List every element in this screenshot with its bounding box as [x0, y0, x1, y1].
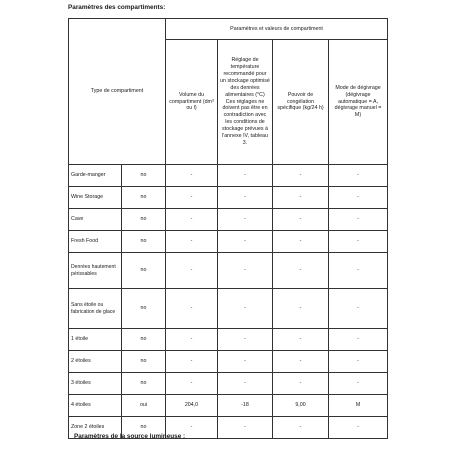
volume-cell: - [166, 373, 218, 395]
table-row [69, 253, 388, 289]
freezing-capacity-cell: - [273, 253, 329, 289]
defrost-mode-cell: - [329, 253, 388, 289]
freezing-capacity-cell: - [273, 165, 329, 187]
freezing-capacity-cell: - [273, 187, 329, 209]
volume-cell: - [166, 209, 218, 231]
defrost-mode-cell: - [329, 329, 388, 351]
temperature-setting-header: Réglage de température recommandé pour un stockage optimisé des denrées alimentaires (°C) Ces réglages ne doivent pas être en contradiction avec les conditions de stockage prévues à l'annexe IV, tableau 3. [218, 40, 273, 165]
temperature-cell: - [218, 417, 273, 439]
compartment-type-cell: Fresh Food [69, 231, 122, 253]
volume-cell: 204,0 [166, 395, 218, 417]
table-row [69, 395, 388, 417]
present-cell: no [122, 231, 166, 253]
freezing-capacity-cell: - [273, 351, 329, 373]
present-cell: no [122, 351, 166, 373]
defrost-mode-cell: - [329, 289, 388, 329]
present-cell: no [122, 289, 166, 329]
volume-cell: - [166, 289, 218, 329]
table-row [69, 373, 388, 395]
compartment-type-cell: 2 étoiles [69, 351, 122, 373]
freezing-capacity-cell: - [273, 289, 329, 329]
volume-cell: - [166, 187, 218, 209]
present-cell: no [122, 373, 166, 395]
volume-cell: - [166, 231, 218, 253]
compartment-type-cell: 3 étoiles [69, 373, 122, 395]
compartment-type-cell: Zone 2 étoiles [69, 417, 122, 439]
volume-cell: - [166, 165, 218, 187]
compartment-type-cell: 4 étoiles [69, 395, 122, 417]
volume-header: Volume du compartiment (dm³ ou l) [166, 40, 218, 165]
temperature-cell: - [218, 187, 273, 209]
temperature-cell: -18 [218, 395, 273, 417]
defrost-mode-cell: - [329, 187, 388, 209]
table-row [69, 231, 388, 253]
table-row [69, 289, 388, 329]
volume-cell: - [166, 329, 218, 351]
defrost-mode-header: Mode de dégivrage (dégivrage automatique = A, dégivrage manuel = M) [329, 40, 388, 165]
defrost-mode-cell: - [329, 373, 388, 395]
parameters-group-header: Paramètres et valeurs de compartiment [166, 19, 388, 40]
present-cell: no [122, 187, 166, 209]
compartment-parameters-table [68, 18, 388, 439]
compartment-type-cell: Garde-manger [69, 165, 122, 187]
temperature-cell: - [218, 253, 273, 289]
temperature-cell: - [218, 329, 273, 351]
freezing-capacity-cell: 9,00 [273, 395, 329, 417]
compartment-type-cell: Wine Storage [69, 187, 122, 209]
freezing-capacity-cell: - [273, 329, 329, 351]
defrost-mode-cell: - [329, 417, 388, 439]
compartment-type-cell: Sans étoile ou fabrication de glace [69, 289, 122, 329]
compartment-type-header: Type de compartiment [69, 19, 166, 165]
table-row [69, 351, 388, 373]
volume-cell: - [166, 253, 218, 289]
temperature-cell: - [218, 231, 273, 253]
temperature-cell: - [218, 165, 273, 187]
present-cell: no [122, 253, 166, 289]
freezing-capacity-cell: - [273, 417, 329, 439]
table-row [69, 329, 388, 351]
light-source-section-title: Paramètres de la source lumineuse : [74, 433, 186, 440]
table-row [69, 165, 388, 187]
freezing-capacity-cell: - [273, 231, 329, 253]
volume-cell: - [166, 351, 218, 373]
temperature-cell: - [218, 373, 273, 395]
defrost-mode-cell: - [329, 351, 388, 373]
defrost-mode-cell: - [329, 231, 388, 253]
temperature-cell: - [218, 351, 273, 373]
freezing-capacity-header: Pouvoir de congélation spécifique (kg/24 h) [273, 40, 329, 165]
present-cell: no [122, 209, 166, 231]
defrost-mode-cell: - [329, 209, 388, 231]
freezing-capacity-cell: - [273, 373, 329, 395]
present-cell: oui [122, 395, 166, 417]
compartment-type-cell: Denrées hautement périssables [69, 253, 122, 289]
compartment-type-cell: Cave [69, 209, 122, 231]
present-cell: no [122, 417, 166, 439]
present-cell: no [122, 329, 166, 351]
volume-cell: - [166, 417, 218, 439]
defrost-mode-cell: - [329, 165, 388, 187]
temperature-cell: - [218, 209, 273, 231]
compartment-type-cell: 1 étoile [69, 329, 122, 351]
table-row [69, 209, 388, 231]
section-title: Paramètres des compartiments: [68, 4, 166, 11]
temperature-cell: - [218, 289, 273, 329]
freezing-capacity-cell: - [273, 209, 329, 231]
defrost-mode-cell: M [329, 395, 388, 417]
table-row [69, 187, 388, 209]
present-cell: no [122, 165, 166, 187]
